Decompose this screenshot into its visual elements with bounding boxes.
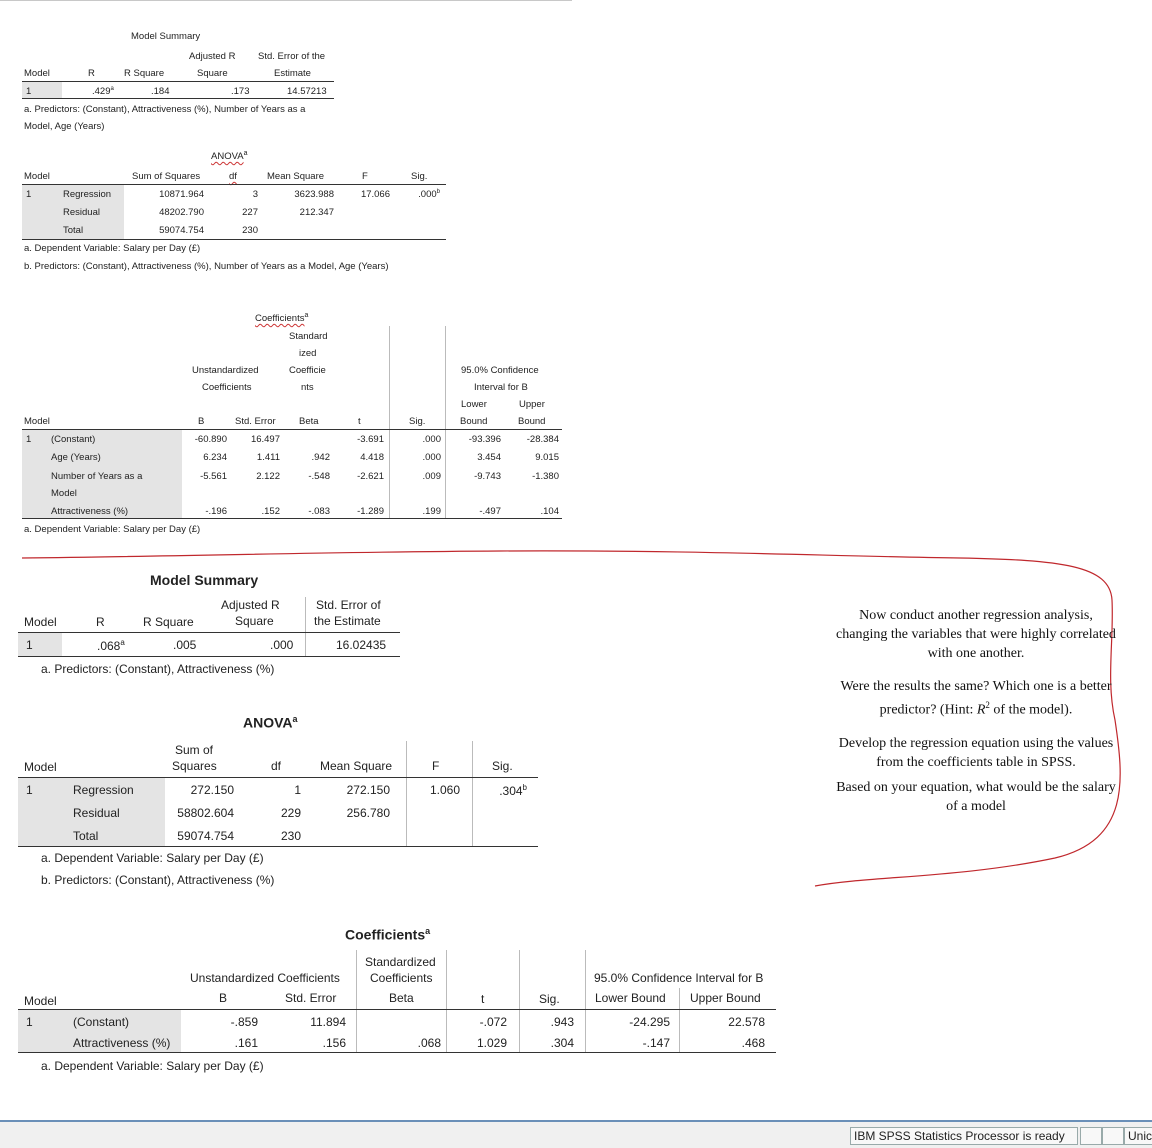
cell-upper: .468: [741, 1036, 765, 1050]
col-header: Coefficie: [289, 365, 326, 376]
instruction-p4: Based on your equation, what would be the salary of a model: [836, 779, 1116, 814]
col-header: R: [88, 68, 95, 79]
cell-sig: .199: [422, 506, 441, 517]
row-header-shade: [18, 633, 62, 656]
encoding-status: Unic: [1124, 1127, 1152, 1145]
cell-se: .156: [322, 1036, 346, 1050]
table-title: Coefficients$^a$: [345, 926, 431, 943]
cell-se: 14.57213: [287, 86, 327, 97]
footnote: b. Predictors: (Constant), Attractiveness (%): [41, 873, 275, 887]
row-label: (Constant): [73, 1015, 130, 1029]
table-title: Model Summary: [131, 31, 201, 42]
col-header: Model: [24, 994, 57, 1008]
grid-line: [585, 950, 586, 1053]
cell-df: 230: [280, 829, 301, 843]
rule: [18, 632, 400, 633]
cell-beta: -.548: [308, 471, 330, 482]
col-header: ized: [299, 348, 317, 359]
rule: [18, 656, 400, 657]
col-header: Unstandardized: [192, 365, 259, 376]
cell-ms: 272.150: [346, 783, 390, 797]
cell-se: 16.497: [250, 434, 280, 445]
col-header: Coefficients: [370, 971, 433, 985]
cell-lower: 3.454: [477, 452, 501, 463]
col-header: Model: [24, 416, 50, 427]
grid-line: [472, 741, 473, 847]
col-header: F: [432, 759, 440, 773]
footnote: a. Dependent Variable: Salary per Day (£): [24, 524, 201, 535]
status-empty-cell-1: [1080, 1127, 1102, 1145]
cell-f: 1.060: [429, 783, 460, 797]
instruction-p3: Develop the regression equation using the values from the coefficients table in SPSS.: [838, 735, 1114, 770]
col-header: Sig.: [409, 416, 426, 427]
instructions-note: [836, 606, 1116, 816]
col-header: R: [96, 615, 105, 629]
col-header: Square: [197, 68, 228, 79]
table-title: ANOVA$^a$: [243, 714, 298, 731]
cell-beta: .942: [311, 452, 330, 463]
col-header: the Estimate: [314, 614, 381, 628]
cell-sig: .304$^b$: [499, 783, 527, 798]
col-header: R Square: [143, 615, 194, 629]
processor-status: IBM SPSS Statistics Processor is ready: [850, 1127, 1078, 1145]
grid-line: [305, 597, 306, 657]
row-label: Number of Years as a: [51, 471, 143, 482]
col-header: Mean Square: [267, 171, 325, 182]
table-title: ANOVA$^a$: [211, 150, 248, 163]
cell-rsq: .184: [151, 86, 170, 97]
row-label: Attractiveness (%): [73, 1036, 171, 1050]
cell-upper: -1.380: [532, 471, 559, 482]
col-header: Estimate: [274, 68, 311, 79]
cell-df: 227: [242, 207, 258, 218]
grid-line: [356, 950, 357, 1053]
cell-df: 3: [252, 189, 258, 200]
cell-b: .161: [234, 1036, 258, 1050]
table-title: Coefficients$^a$: [255, 312, 309, 325]
row-label: Residual: [73, 806, 120, 820]
cell-ss: 59074.754: [177, 829, 234, 843]
row-label: Total: [73, 829, 99, 843]
cell-f: 17.066: [360, 189, 390, 200]
cell-model: 1: [26, 783, 33, 797]
col-header: Sum of: [175, 743, 214, 757]
cell-sig: .943: [550, 1015, 574, 1029]
col-header: R Square: [124, 68, 165, 79]
col-header: Std. Error of the: [258, 51, 326, 62]
cell-t: -3.691: [357, 434, 384, 445]
col-header: Upper: [519, 399, 545, 410]
cell-b: -60.890: [194, 434, 227, 445]
cell-b: -5.561: [200, 471, 227, 482]
cell-se: 11.894: [310, 1015, 346, 1029]
cell-lower: -24.295: [629, 1015, 670, 1029]
rule: [18, 1052, 776, 1053]
col-header: Lower: [461, 399, 487, 410]
col-header: 95.0% Confidence: [461, 365, 539, 376]
col-header: Standardized: [365, 955, 436, 969]
cell-ss: 58802.604: [177, 806, 234, 820]
cell-lower: -93.396: [468, 434, 501, 445]
cell-adj: .173: [231, 86, 250, 97]
col-header: Bound: [518, 416, 546, 427]
col-header: df: [271, 759, 282, 773]
cell-t: 4.418: [360, 452, 384, 463]
col-header: Model: [24, 615, 57, 629]
col-header: Model: [24, 760, 57, 774]
col-header: Beta: [389, 991, 414, 1005]
cell-b: -.196: [205, 506, 227, 517]
cell-se: .152: [261, 506, 280, 517]
cell-beta: .068: [417, 1036, 441, 1050]
grid-line: [446, 950, 447, 1053]
cell-t: 1.029: [476, 1036, 507, 1050]
footnote: b. Predictors: (Constant), Attractiveness (%), Number of Years as a Model, Age (Years): [24, 261, 389, 272]
col-header: Mean Square: [320, 759, 393, 773]
cell-upper: 22.578: [728, 1015, 765, 1029]
grid-line: [679, 988, 680, 1053]
cell-df: 1: [294, 783, 301, 797]
col-header: Std. Error: [285, 991, 337, 1005]
cell-model: 1: [26, 86, 32, 97]
col-header: B: [219, 991, 228, 1005]
col-header: Std. Error of: [316, 598, 381, 612]
col-header: Coefficients: [202, 382, 252, 393]
col-header: nts: [301, 382, 314, 393]
cell-lower: -.147: [642, 1036, 670, 1050]
cell-model: 1: [26, 189, 32, 200]
col-header: Lower Bound: [595, 991, 666, 1005]
cell-se: 1.411: [256, 452, 280, 463]
row-label: Attractiveness (%): [51, 506, 129, 517]
cell-model: 1: [26, 1015, 33, 1029]
col-header: t: [358, 416, 361, 427]
col-header: Model: [24, 68, 50, 79]
row-label: Total: [63, 225, 84, 236]
cell-adj: .000: [270, 638, 294, 652]
cell-se: 16.02435: [336, 638, 387, 652]
cell-t: -.072: [479, 1015, 507, 1029]
table-title: Model Summary: [150, 572, 259, 588]
row-label: Regression: [73, 783, 134, 797]
cell-ss: 10871.964: [159, 189, 204, 200]
cell-ss: 59074.754: [159, 225, 204, 236]
col-header: Std. Error: [235, 416, 276, 427]
cell-b: 6.234: [203, 452, 227, 463]
footnote: a. Dependent Variable: Salary per Day (£): [41, 1059, 264, 1073]
cell-t: -1.289: [357, 506, 384, 517]
cell-df: 230: [242, 225, 258, 236]
footnote: Model, Age (Years): [24, 121, 105, 132]
footnote: a. Predictors: (Constant), Attractiveness (%): [41, 662, 275, 676]
col-header: B: [198, 416, 205, 427]
cell-sig: .000: [422, 434, 441, 445]
cell-lower: -9.743: [474, 471, 501, 482]
cell-upper: -28.384: [526, 434, 559, 445]
instruction-p1: Now conduct another regression analysis, changing the variables that were highly correlated with one another.: [836, 608, 1116, 661]
col-header: Squares: [172, 759, 217, 773]
grid-line: [406, 741, 407, 847]
cell-ss: 48202.790: [159, 207, 204, 218]
cell-ss: 272.150: [190, 783, 234, 797]
row-label: Model: [51, 488, 77, 499]
cell-beta: -.083: [308, 506, 330, 517]
col-header: Sig.: [492, 759, 513, 773]
cell-upper: 9.015: [535, 452, 559, 463]
cell-ms: 256.780: [346, 806, 390, 820]
cell-sig: .000: [422, 452, 441, 463]
col-header: Square: [235, 614, 274, 628]
cell-sig: .000$^b$: [418, 189, 440, 201]
cell-sig: .304: [550, 1036, 574, 1050]
row-label: (Constant): [51, 434, 96, 445]
col-header: Standard: [289, 331, 328, 342]
col-header: Adjusted R: [221, 598, 280, 612]
cell-lower: -.497: [479, 506, 501, 517]
cell-b: -.859: [230, 1015, 258, 1029]
rule: [18, 846, 538, 847]
cell-ms: 3623.988: [294, 189, 334, 200]
col-header: F: [362, 171, 368, 182]
col-header: Bound: [460, 416, 488, 427]
cell-model: 1: [26, 638, 33, 652]
instruction-p2: Were the results the same? Which one is a better predictor? (Hint: $R^2$ of the model).: [840, 679, 1112, 718]
cell-r: .429$^a$: [92, 86, 114, 98]
cell-r: .068$^a$: [97, 638, 125, 653]
cell-df: 229: [280, 806, 301, 820]
row-label: Age (Years): [51, 452, 101, 463]
grid-line: [519, 950, 520, 1053]
footnote: a. Dependent Variable: Salary per Day (£): [24, 243, 201, 254]
col-header: Upper Bound: [690, 991, 761, 1005]
cell-se: 2.122: [256, 471, 280, 482]
col-header: Sig.: [539, 992, 560, 1006]
col-header: t: [481, 992, 485, 1006]
footnote: a. Dependent Variable: Salary per Day (£): [41, 851, 264, 865]
col-header: 95.0% Confidence Interval for B: [594, 971, 764, 985]
col-header: Interval for B: [474, 382, 528, 393]
col-header: Beta: [299, 416, 319, 427]
col-header: Sum of Squares: [132, 171, 201, 182]
status-empty-cell-2: [1102, 1127, 1124, 1145]
col-header: Unstandardized Coefficients: [190, 971, 340, 985]
cell-t: -2.621: [357, 471, 384, 482]
col-header: Adjusted R: [189, 51, 236, 62]
cell-ms: 212.347: [299, 207, 334, 218]
col-header: df: [229, 171, 237, 182]
footnote: a. Predictors: (Constant), Attractiveness (%), Number of Years as a: [24, 104, 306, 115]
cell-rsq: .005: [173, 638, 197, 652]
cell-sig: .009: [422, 471, 441, 482]
col-header: Sig.: [411, 171, 428, 182]
row-label: Residual: [63, 207, 100, 218]
cell-upper: .104: [540, 506, 559, 517]
row-label: Regression: [63, 189, 112, 200]
cell-model: 1: [26, 434, 32, 445]
col-header: Model: [24, 171, 50, 182]
